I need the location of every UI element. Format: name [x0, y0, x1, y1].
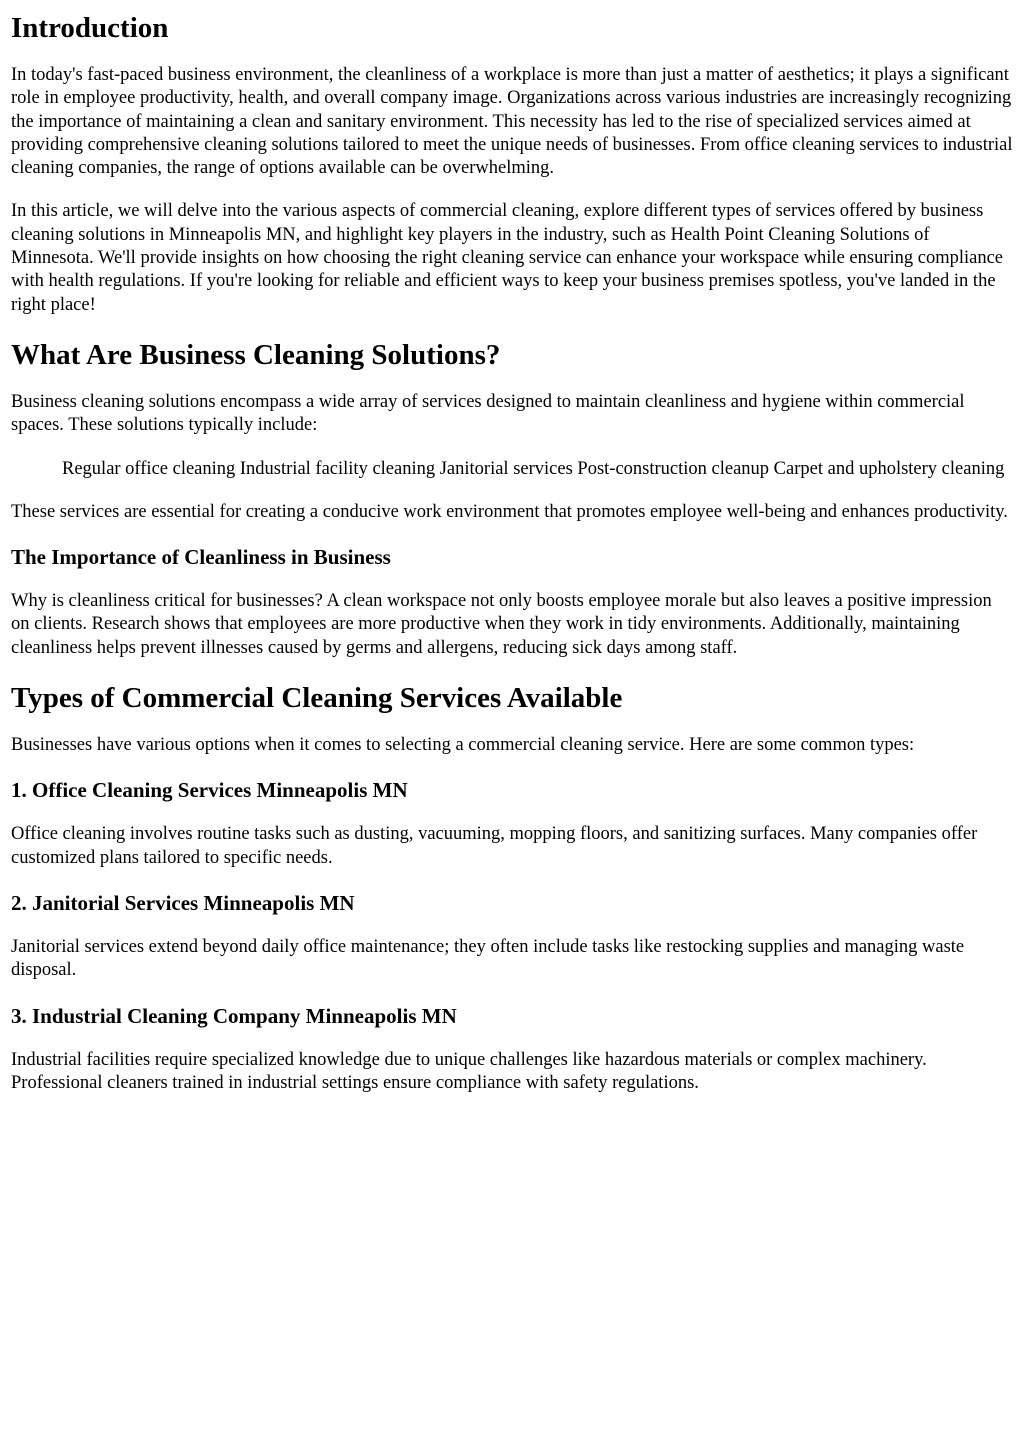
introduction-paragraph-1: In today's fast-paced business environment, the cleanliness of a workplace is more than just a matter of aesthetics; it plays a significant role in employee productivity, health, and overall company image. Organizations across various industries are increasingly recognizing the importance of maintaining a clean and sanitary environment. This necessity has led to the rise of specialized services aimed at providing comprehensive cleaning solutions tailored to meet the unique needs of businesses. From office cleaning services to industrial cleaning companies, the range of options available can be overwhelming.: [11, 65, 1013, 179]
importance-paragraph: Why is cleanliness critical for businesses? A clean workspace not only boosts employee morale but also leaves a positive impression on clients. Research shows that employees are more productive when they work in tidy environments. Additionally, maintaining cleanliness helps prevent illnesses caused by germs and allergens, reducing sick days among staff.: [11, 591, 992, 658]
business-solutions-intro: Business cleaning solutions encompass a wide array of services designed to maintain cleanliness and hygiene within commercial spaces. These solutions typically include:: [11, 391, 965, 436]
introduction-paragraph-2: In this article, we will delve into the various aspects of commercial cleaning, explore different types of services offered by business cleaning solutions in Minneapolis MN, and highlight key players in the industry, such as Health Point Cleaning Solutions of Minnesota. We'll provide insights on how choosing the right cleaning service can enhance your workspace while ensuring compliance with health regulations. If you're looking for reliable and efficient ways to keep your business premises spotless, you've landed in the right place!: [11, 201, 1004, 315]
service-types-heading: Types of Commercial Cleaning Services Available: [11, 682, 623, 715]
office-cleaning-paragraph: Office cleaning involves routine tasks such as dusting, vacuuming, mopping floors, and sanitizing surfaces. Many companies offer customized plans tailored to specific needs.: [11, 824, 978, 868]
janitorial-services-heading: 2. Janitorial Services Minneapolis MN: [11, 890, 355, 915]
janitorial-services-paragraph: Janitorial services extend beyond daily office maintenance; they often include tasks like restocking supplies and managing waste disposal.: [11, 936, 965, 981]
importance-heading: The Importance of Cleanliness in Business: [11, 545, 391, 570]
introduction-heading: Introduction: [11, 12, 169, 44]
office-cleaning-heading: 1. Office Cleaning Services Minneapolis MN: [11, 778, 408, 803]
industrial-cleaning-heading: 3. Industrial Cleaning Company Minneapolis MN: [11, 1003, 457, 1028]
business-solutions-outro: These services are essential for creating a conducive work environment that promotes employee well-being and enhances productivity.: [11, 501, 1008, 522]
industrial-cleaning-paragraph: Industrial facilities require specialized knowledge due to unique challenges like hazardous materials or complex machinery. Professional cleaners trained in industrial settings ensure compliance with safety regulations.: [11, 1049, 927, 1093]
business-solutions-heading: What Are Business Cleaning Solutions?: [11, 338, 501, 371]
service-types-intro: Businesses have various options when it comes to selecting a commercial cleaning service. Here are some common types:: [11, 735, 915, 756]
cleaning-services-list: Regular office cleaning Industrial facility cleaning Janitorial services Post-construction cleanup Carpet and upholstery cleaning: [62, 458, 1005, 479]
